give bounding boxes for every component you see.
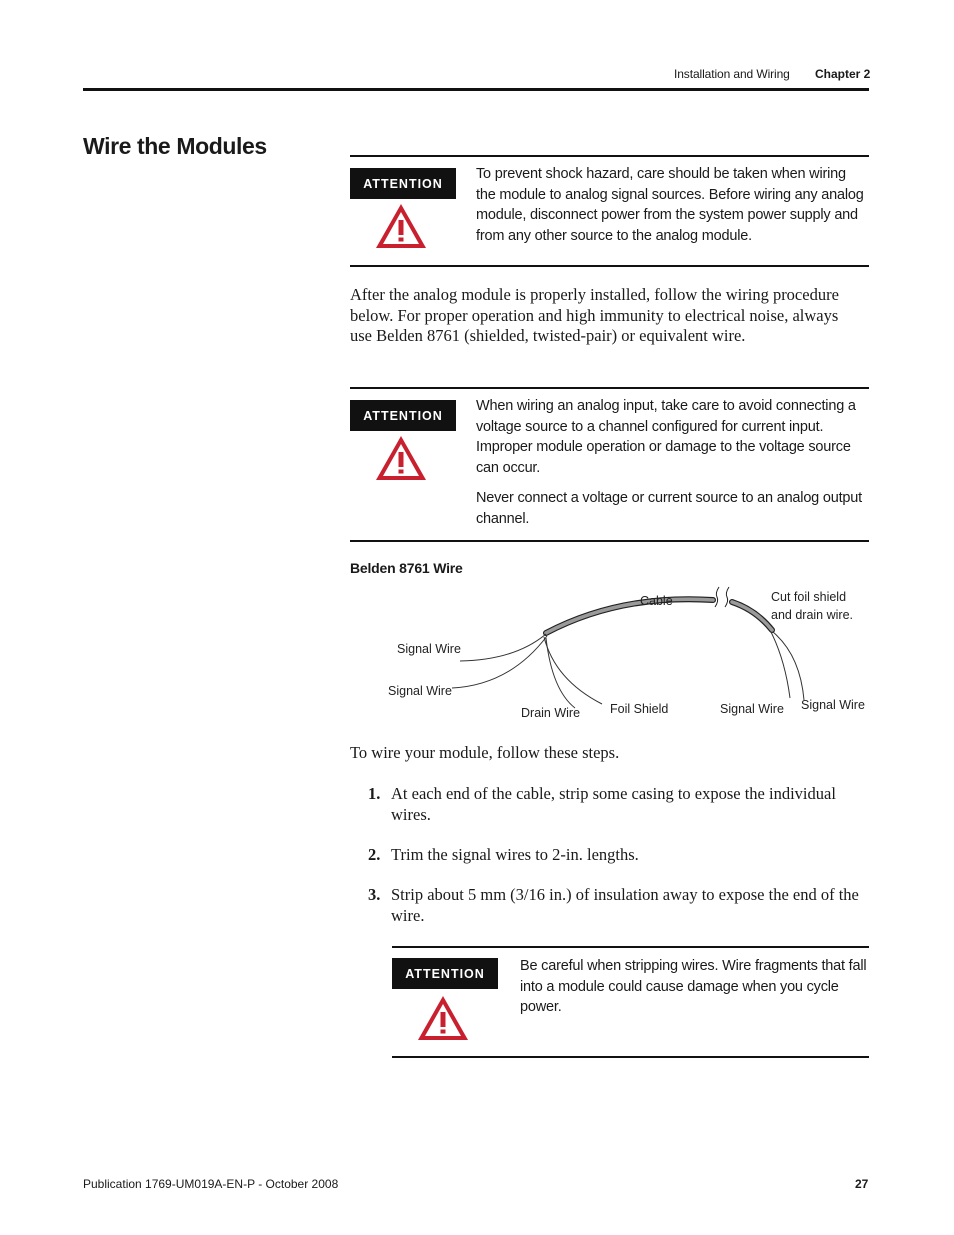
attention-1-top-rule	[350, 155, 869, 157]
step-2	[368, 845, 868, 866]
label-signal-wire-4: Signal Wire	[801, 698, 865, 712]
attention-3-bottom-rule	[392, 1056, 869, 1058]
break-mark-left	[715, 587, 719, 607]
header-chapter: Chapter 2	[815, 67, 871, 81]
step-1-text: At each end of the cable, strip some casing to expose the individual wires.	[391, 784, 836, 824]
label-signal-wire-2: Signal Wire	[388, 684, 452, 698]
step-3	[368, 885, 868, 926]
label-signal-wire-3: Signal Wire	[720, 702, 784, 716]
label-cut-line2: and drain wire.	[771, 608, 853, 622]
steps-intro: To wire your module, follow these steps.	[350, 743, 620, 762]
attention-1-label: ATTENTION	[350, 168, 456, 199]
step-3-number: 3.	[368, 885, 381, 904]
footer-page-number: 27	[855, 1177, 869, 1191]
label-cut-line1: Cut foil shield	[771, 590, 847, 604]
attention-2-top-rule	[350, 387, 869, 389]
intro-paragraph: After the analog module is properly installed, follow the wiring procedure below. For proper operation and high immunity to electrical noise, always use Belden 8761 (shielded, twisted-pair) or equivalent wire.	[350, 285, 839, 346]
step-1-number: 1.	[368, 784, 381, 803]
signal-wire-3-line	[771, 632, 790, 698]
warning-triangle-icon	[416, 994, 470, 1042]
attention-2-para-1: When wiring an analog input, take care to avoid connecting a voltage source to a channel configured for current input. Improper module operation or damage to the voltage source can occur.	[476, 398, 856, 476]
cable-body-left-fill	[546, 599, 713, 633]
step-1	[368, 784, 868, 825]
break-mark-right	[725, 587, 729, 607]
figure-title: Belden 8761 Wire	[350, 560, 463, 576]
warning-triangle-icon	[374, 434, 428, 482]
header-rule	[83, 88, 869, 91]
label-cable: Cable	[640, 594, 673, 608]
attention-2-text	[476, 396, 869, 539]
drain-wire-line	[546, 638, 575, 708]
page-title: Wire the Modules	[83, 133, 267, 159]
attention-3-text: Be careful when stripping wires. Wire fragments that fall into a module could cause damage when you cycle power.	[520, 958, 867, 1015]
attention-1-bottom-rule	[350, 265, 869, 267]
attention-2-bottom-rule	[350, 540, 869, 542]
attention-2-para-2: Never connect a voltage or current source to an analog output channel.	[476, 490, 862, 527]
warning-triangle-icon	[374, 202, 428, 250]
step-2-text: Trim the signal wires to 2-in. lengths.	[391, 845, 639, 864]
signal-wire-1-line	[460, 634, 546, 661]
attention-2-label: ATTENTION	[350, 400, 456, 431]
label-signal-wire-1: Signal Wire	[397, 642, 461, 656]
header-section-title: Installation and Wiring	[674, 67, 790, 81]
step-3-text: Strip about 5 mm (3/16 in.) of insulation away to expose the end of the wire.	[391, 885, 859, 925]
label-foil-shield: Foil Shield	[610, 702, 669, 716]
belden-wire-diagram	[380, 580, 880, 730]
attention-3-label: ATTENTION	[392, 958, 498, 989]
attention-1-text: To prevent shock hazard, care should be taken when wiring the module to analog signal sources. Before wiring any analog module, disconnect power from the system power supply and from any other source to the analog module.	[476, 166, 864, 244]
step-2-number: 2.	[368, 845, 381, 864]
attention-3-top-rule	[392, 946, 869, 948]
label-drain-wire: Drain Wire	[521, 706, 581, 720]
footer-publication: Publication 1769-UM019A-EN-P - October 2008	[83, 1177, 339, 1191]
